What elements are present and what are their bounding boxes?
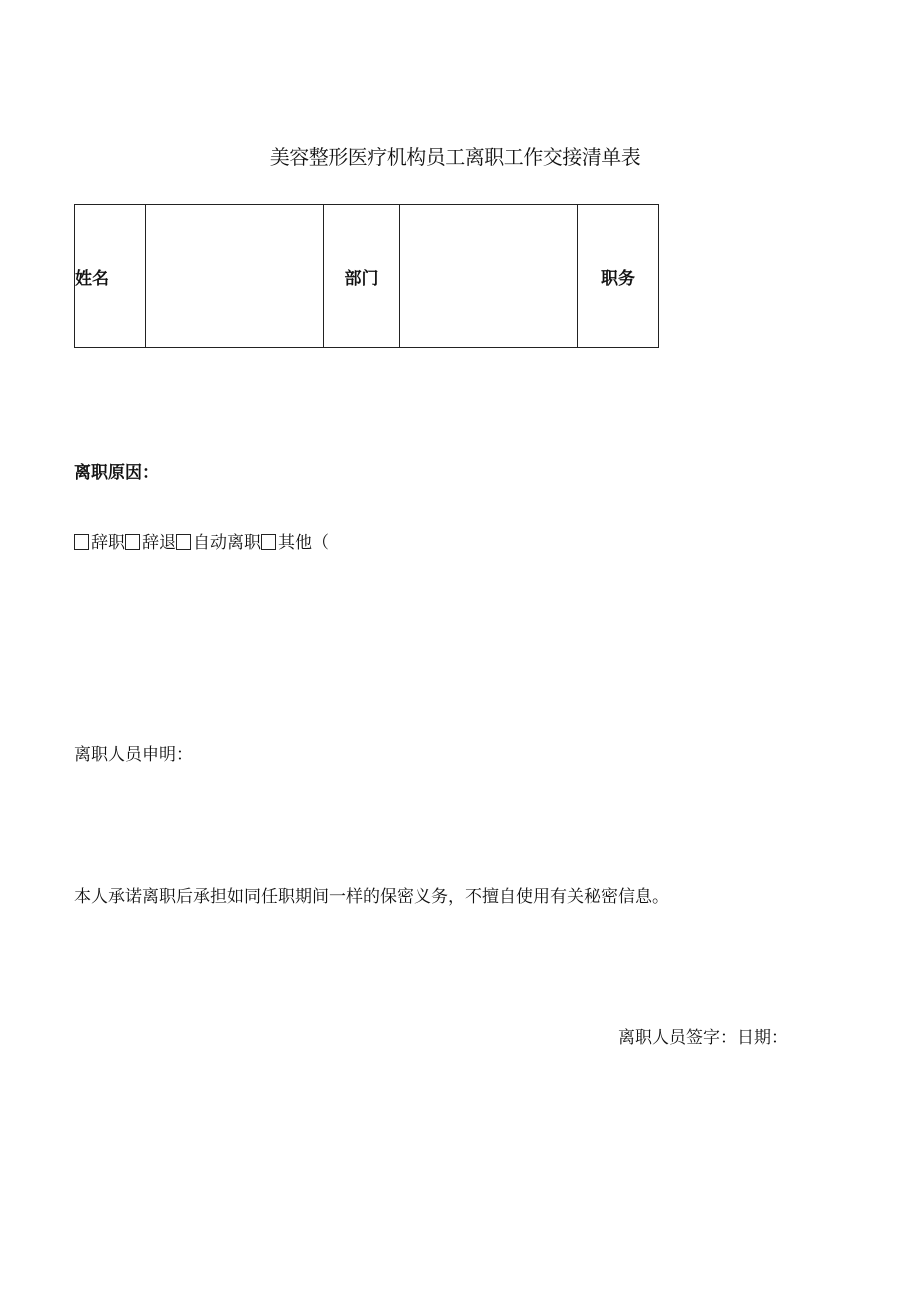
resignation-reason-options (74, 528, 329, 553)
table-row (75, 205, 659, 348)
option-other[interactable] (261, 528, 329, 553)
name-label: 姓名 (75, 205, 146, 348)
option-dismissed[interactable] (125, 528, 176, 553)
position-label: 职务 (578, 205, 659, 348)
checkbox-other[interactable] (261, 534, 276, 550)
document-title: 美容整形医疗机构员工离职工作交接清单表 (269, 145, 641, 169)
option-dismissed-label: 辞退 (142, 533, 176, 553)
checkbox-voluntary[interactable] (176, 534, 191, 550)
option-voluntary[interactable] (176, 528, 261, 553)
checkbox-resign[interactable] (74, 534, 89, 550)
statement-body: 本人承诺离职后承担如同任职期间一样的保密义务，不擅自使用有关秘密信息。 (74, 887, 669, 907)
option-resign[interactable] (74, 528, 125, 553)
name-value-cell[interactable] (146, 205, 324, 348)
resignation-reason-heading: 离职原因： (74, 463, 159, 483)
signature-date-line: 离职人员签字：日期： (618, 1028, 788, 1048)
checkbox-dismissed[interactable] (125, 534, 140, 550)
option-voluntary-label: 自动离职 (193, 533, 261, 553)
employee-info-table (74, 204, 659, 348)
department-value-cell[interactable] (400, 205, 578, 348)
department-label: 部门 (324, 205, 400, 348)
option-resign-label: 辞职 (91, 533, 125, 553)
option-other-label: 其他（ (278, 533, 329, 553)
statement-heading: 离职人员申明： (74, 745, 193, 765)
